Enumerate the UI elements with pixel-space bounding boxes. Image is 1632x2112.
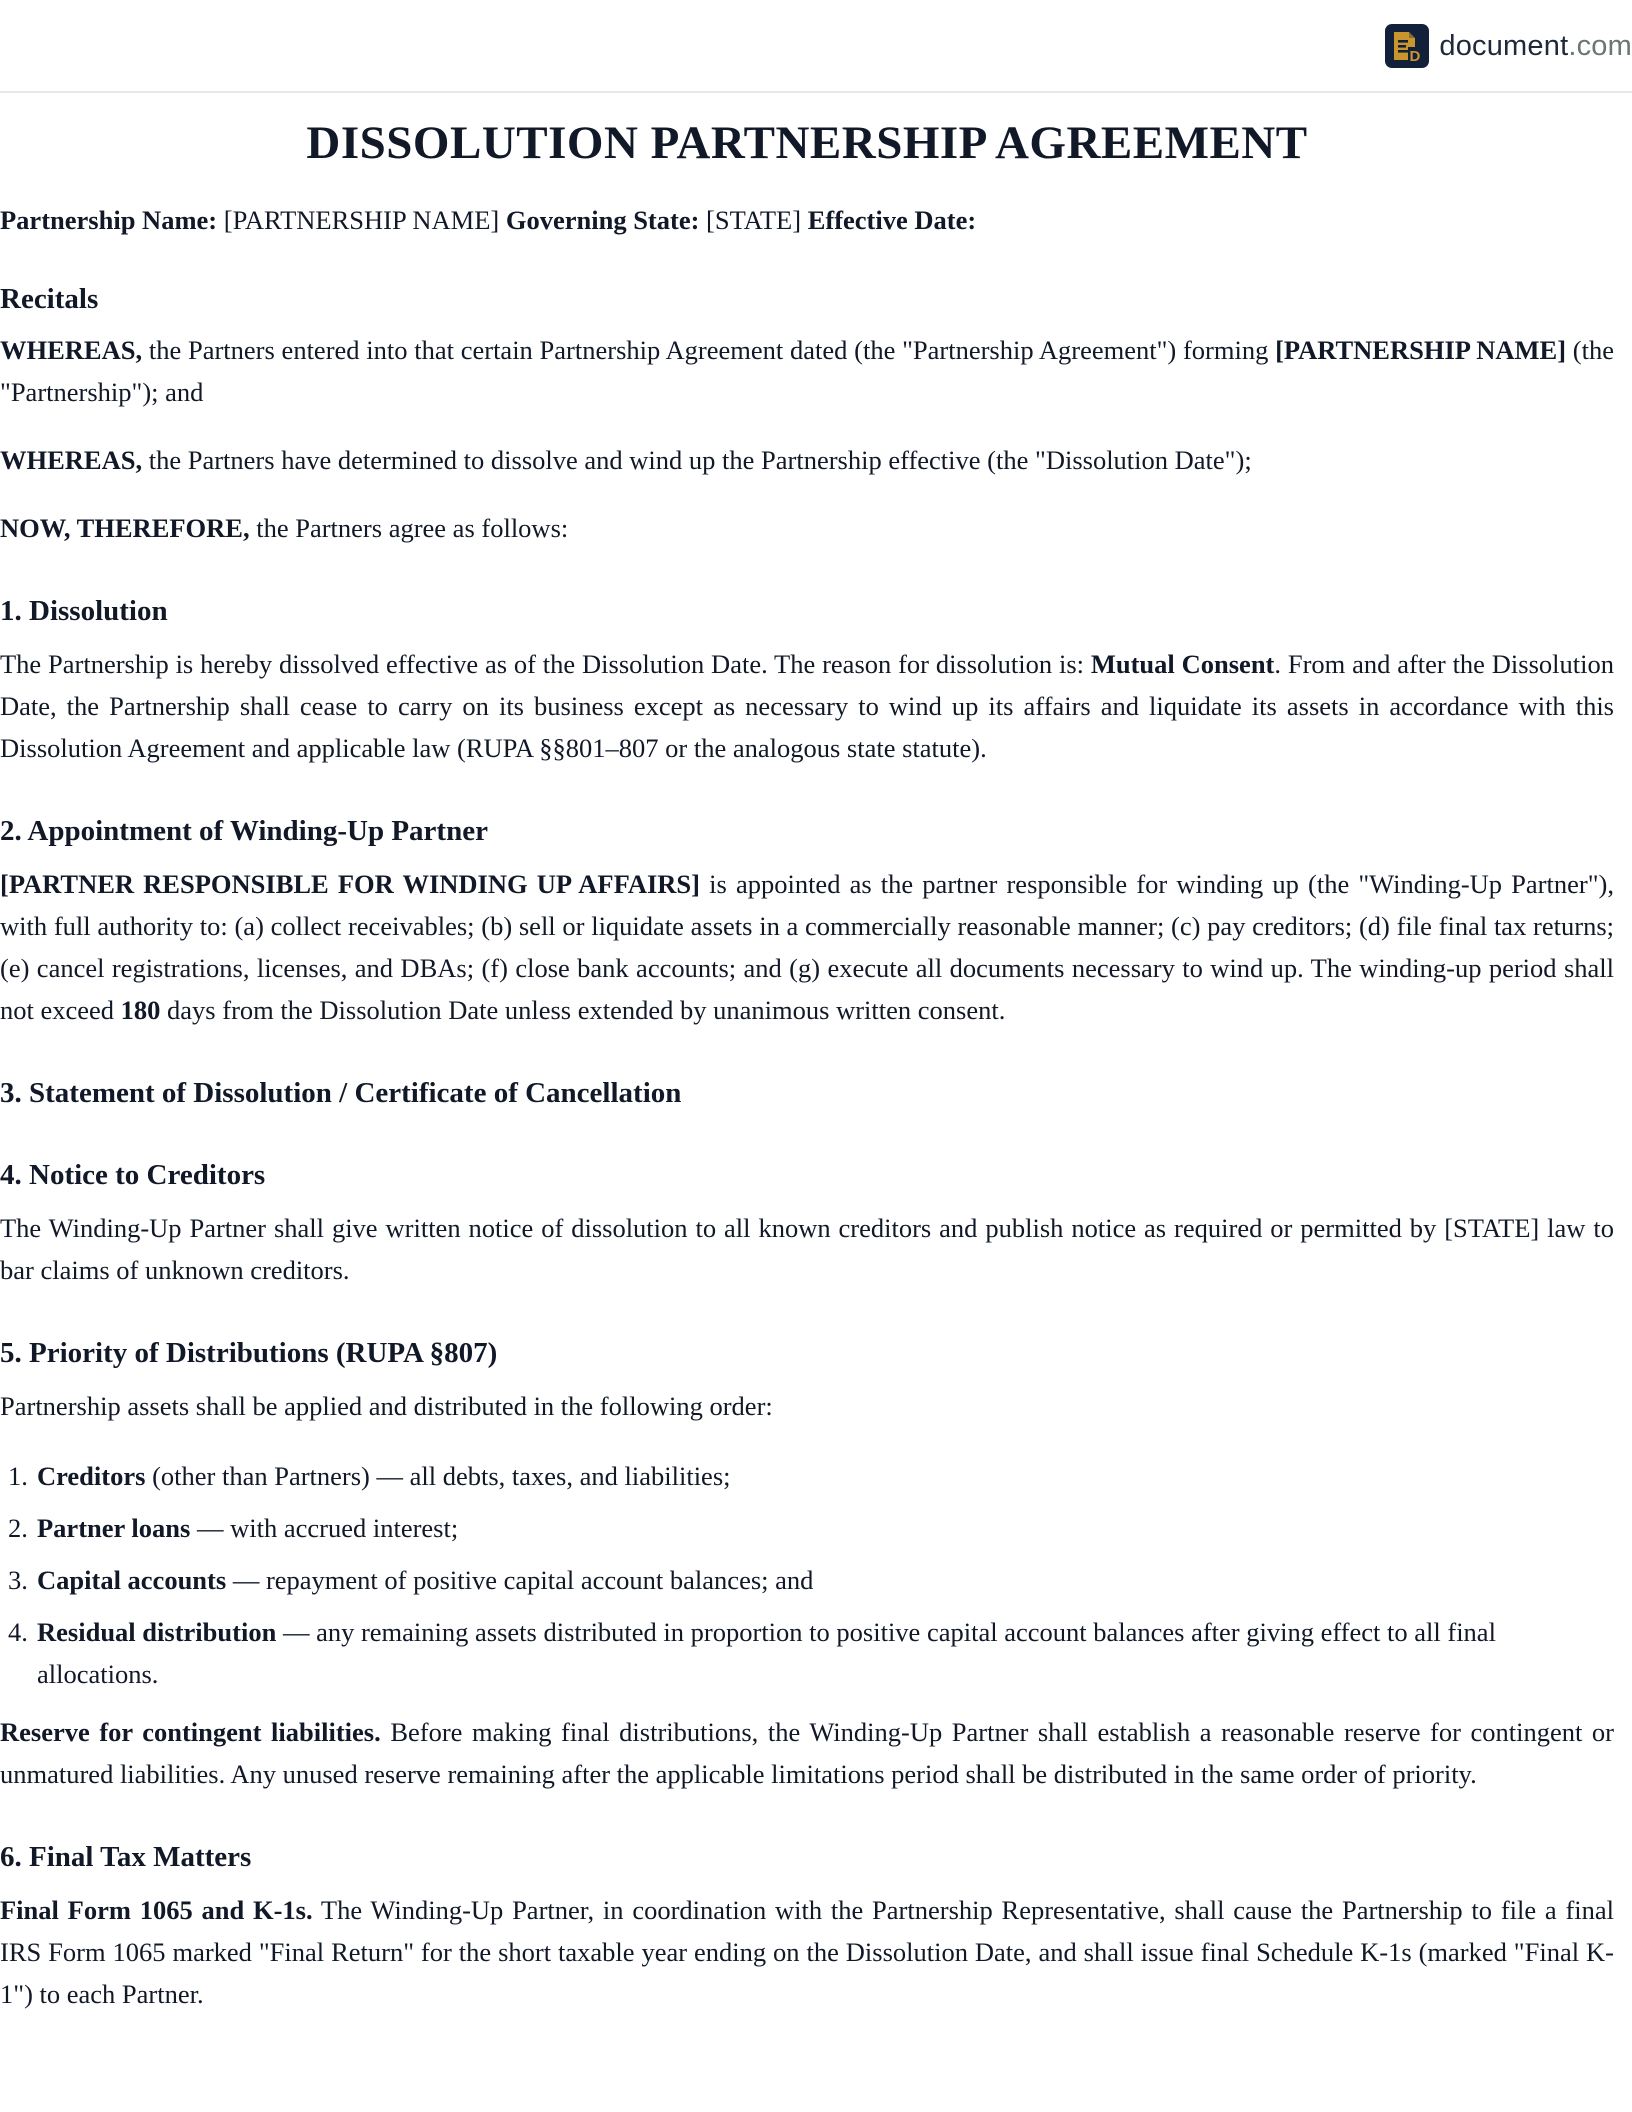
document-title: DISSOLUTION PARTNERSHIP AGREEMENT [306, 117, 1308, 169]
section-4-text: The Winding-Up Partner shall give written notice of dissolution to all known creditors and publish notice as required or permitted by [STATE] law to bar claims of unknown creditors. [0, 1213, 1614, 1285]
reserve-paragraph: Reserve for contingent liabilities. Before making final distributions, the Winding-Up Partner shall establish a reasonable reserve for contingent or unmatured liabilities. Any unused reserve remaining after the applicable limitations period shall be distributed in the same order of priority. [0, 1717, 1615, 1789]
recital-now-therefore: NOW, THEREFORE, the Partners agree as follows: [0, 513, 569, 543]
section-5-intro: Partnership assets shall be applied and distributed in the following order: [0, 1391, 773, 1421]
recital-whereas-1: WHEREAS, the Partners entered into that certain Partnership Agreement dated (the "Partnership Agreement") forming [PARTNERSHIP NAME] (the "Partnership"); and [0, 335, 1614, 407]
document-body [0, 93, 1632, 2015]
brand-logo-link[interactable] [1385, 24, 1632, 68]
section-4-heading: 4. Notice to Creditors [0, 1159, 266, 1191]
section-5-heading: 5. Priority of Distributions (RUPA §807) [0, 1337, 498, 1369]
recitals-heading: Recitals [0, 283, 99, 315]
section-2-heading: 2. Appointment of Winding-Up Partner [0, 815, 488, 847]
governing-state-label: Governing State: [505, 205, 700, 235]
list-item: 1. Creditors (other than Partners) — all debts, taxes, and liabilities; [8, 1461, 731, 1491]
section-2-text: [PARTNER RESPONSIBLE FOR WINDING UP AFFAIRS] is appointed as the partner responsible for winding up (the "Winding-Up Partner"), with full authority to: (a) collect receivables; (b) sell or liquidate assets in a commercially reasonable manner; (c) pay creditors; (d) file final tax returns; (e) cancel registrations, licenses, and DBAs; (f) close bank accounts; and (g) execute all documents necessary to wind up. The winding-up period shall not exceed 180 days from the Dissolution Date unless extended by unanimous written consent. [0, 869, 1614, 1025]
partnership-name-label: Partnership Name: [0, 205, 218, 235]
recital-whereas-2: WHEREAS, the Partners have determined to dissolve and wind up the Partnership effective (the "Dissolution Date"); [0, 445, 1252, 475]
distribution-priority-list [0, 1455, 1614, 1695]
list-item: 3. Capital accounts — repayment of positive capital account balances; and [8, 1565, 814, 1595]
partnership-name-value: [PARTNERSHIP NAME] [223, 205, 500, 235]
svg-text:D: D [1409, 48, 1421, 63]
section-6-text: Final Form 1065 and K-1s. The Winding-Up Partner, in coordination with the Partnership Representative, shall cause the Partnership to file a final IRS Form 1065 marked "Final Return" for the short taxable year ending on the Dissolution Date, and shall issue final Schedule K-1s (marked "Final K-1") to each Partner. [0, 1895, 1615, 2009]
effective-date-label: Effective Date: [807, 205, 977, 235]
section-1-heading: 1. Dissolution [0, 595, 168, 627]
section-3-heading: 3. Statement of Dissolution / Certificate of Cancellation [0, 1077, 682, 1109]
list-item: 4. Residual distribution — any remaining assets distributed in proportion to positive capital account balances after giving effect to all final allocations. [8, 1617, 1496, 1689]
governing-state-value: [STATE] [706, 205, 802, 235]
document-meta [0, 199, 1614, 241]
brand-name: document.com [1439, 29, 1632, 62]
section-1-text: The Partnership is hereby dissolved effective as of the Dissolution Date. The reason for dissolution is: Mutual Consent. From and after the Dissolution Date, the Partnership shall cease to carry on its business except as necessary to wind up its affairs and liquidate its assets in accordance with this Dissolution Agreement and applicable law (RUPA §§801–807 or the analogous state statute). [0, 649, 1614, 763]
list-item: 2. Partner loans — with accrued interest; [8, 1513, 459, 1543]
top-bar [0, 0, 1632, 93]
section-6-heading: 6. Final Tax Matters [0, 1841, 252, 1873]
document-logo-icon [1385, 24, 1429, 68]
